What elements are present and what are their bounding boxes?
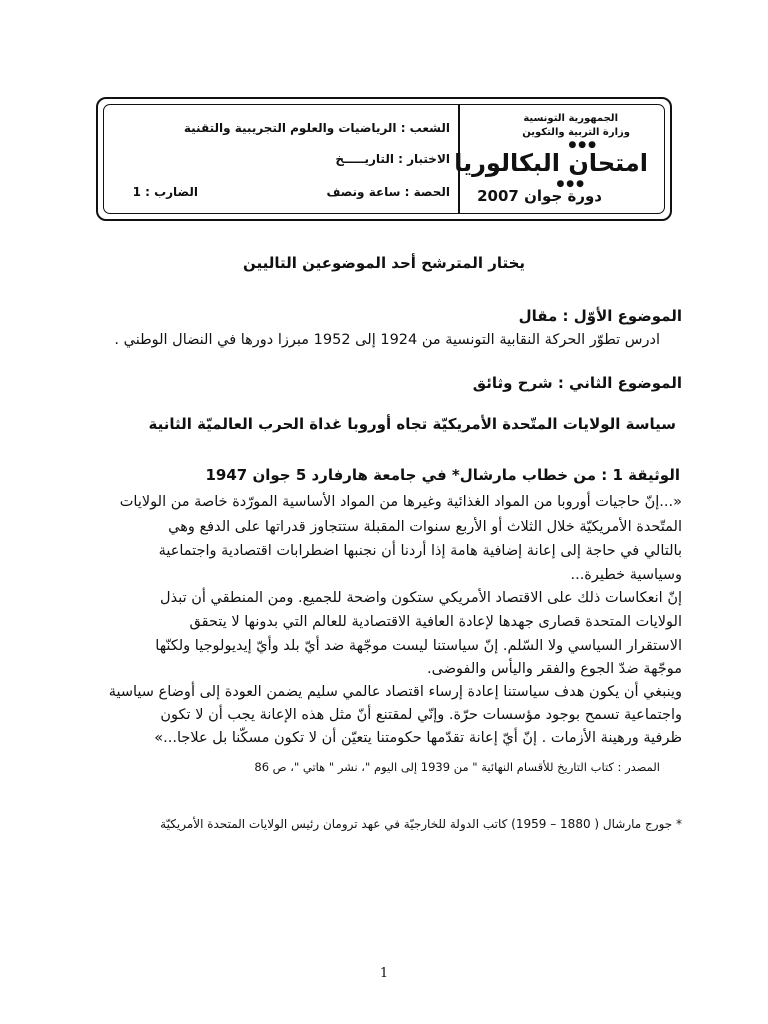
branch-label: الشعب : الرياضيات والعلوم التجريبية والتقنية [183,121,450,135]
quote-line: وينبغي أن يكون هدف سياستنا إعادة إرساء اقتصاد عالمي سليم يضمن العودة إلى أوضاع سياسية [108,684,682,700]
exam-header [96,97,672,221]
quote-line: بالتالي في حاجة إلى إعانة إضافية هامة إذا أردنا أن نجنبها اضطرابات اقتصادية واجتماعية [158,543,682,559]
duration-label: الحصة : ساعة ونصف [326,185,450,199]
topic1-text: ادرس تطوّر الحركة النقابية التونسية من 1924 إلى 1952 مبرزا دورها في النضال الوطني . [114,332,660,348]
quote-line: إنّ انعكاسات ذلك على الاقتصاد الأمريكي ستكون واضحة للجميع. ومن المنطقي أن تبذل [160,590,682,606]
session-label: دورة جوان 2007 [477,187,602,205]
quote-line: «...إنّ حاجيات أوروبا من المواد الغذائية وغيرها من المواد الأساسية المورّدة خاصة من الولايات [119,494,682,510]
quote-line: ظرفية ورهينة الأزمات . إنّ أيّ إعانة تقدّمها حكومتنا يتعيّن أن لا تكون مسكّنا بل علاجا...» [154,730,682,746]
document1-title: الوثيقة 1 : من خطاب مارشال* في جامعة هارفارد 5 جوان 1947 [205,466,680,484]
subject-label: الاختبار : التاريـــــخ [335,152,450,166]
republic-label: الجمهورية التونسية [523,113,618,124]
topic2-title: الموضوع الثاني : شرح وثائق [472,374,682,392]
quote-line: الولايات المتحدة قصارى جهدها لإعادة العافية الاقتصادية للعالم التي بدونها لا يتحقق [189,614,682,630]
document1-source: المصدر : كتاب التاريخ للأقسام النهائية " من 1939 إلى اليوم "، نشر " هاتي "، ص 86 [254,760,660,774]
page-number: 1 [379,966,389,981]
exam-header-inner-border [103,104,665,214]
ministry-label: وزارة التربية والتكوين [522,127,630,138]
ornament-stars-bottom: ●●● [556,179,586,189]
instruction-text: يختار المترشح أحد الموضوعين التاليين [242,254,526,272]
quote-line: المتّحدة الأمريكيّة خلال الثلاث أو الأربع سنوات المقبلة ستتجاوز قدراتها على الدفع وهي [168,519,682,535]
quote-line: واجتماعية تسمح بوجود مؤسسات حرّة. وإنّي لمقتنع أنّ مثل هذه الإعانة يجب أن لا تكون [160,707,682,723]
exam-title: امتحان البكالوريا [454,149,648,177]
quote-line: وسياسية خطيرة... [570,567,682,583]
header-official-block [454,105,656,213]
topic2-subtitle: سياسة الولايات المتّحدة الأمريكيّة تجاه أوروبا غداة الحرب العالميّة الثانية [148,415,676,433]
quote-line: موجّهة ضدّ الجوع والفقر واليأس والفوضى. [427,661,682,677]
quote-line: الاستقرار السياسي ولا السّلم. إنّ سياستنا ليست موجّهة ضد أيّ بلد وأيّ إيديولوجيا ولكنّها [155,638,682,654]
footnote: * جورج مارشال ( 1880 – 1959) كاتب الدولة للخارجيّة في عهد ترومان رئيس الولايات المتحدة الأمريكيّة [160,817,682,831]
topic1-title: الموضوع الأوّل : مقال [518,307,682,325]
ornament-stars-top: ●●● [568,140,598,150]
coefficient-label: الضارب : 1 [132,185,198,199]
header-exam-details [110,105,456,213]
